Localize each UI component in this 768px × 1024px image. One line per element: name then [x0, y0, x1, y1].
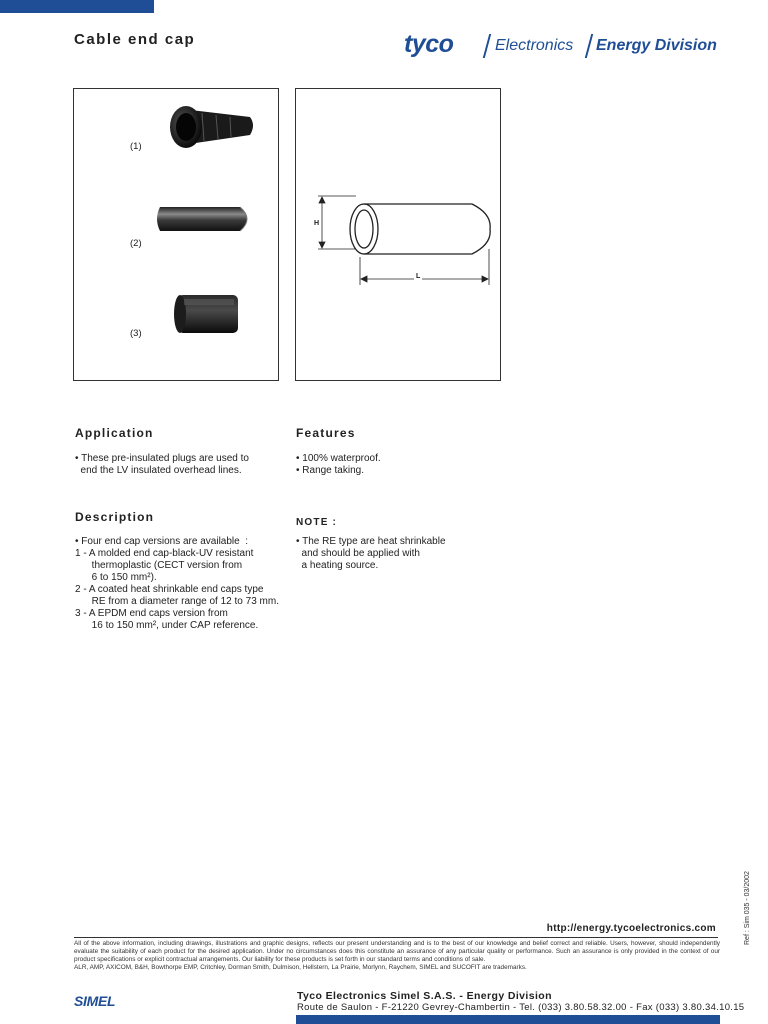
end-cap-1-image	[170, 106, 253, 148]
top-accent-bar	[0, 0, 154, 13]
application-heading: Application	[75, 426, 154, 440]
end-cap-3-image	[174, 295, 238, 333]
logo-separator	[483, 34, 491, 58]
features-text: • 100% waterproof. • Range taking.	[296, 453, 381, 476]
description-text: • Four end cap versions are available : 1 - A molded end cap-black-UV resistant thermoplastic (CECT version from 6 to 150 mm²). 2 - A coated heat shrinkable end caps type RE from a diameter range of 12 to 73 mm. 3 - A EPDM end caps version from 16 to 150 mm², under CAP reference.	[75, 536, 279, 631]
website-link[interactable]: http://energy.tycoelectronics.com	[546, 923, 716, 934]
description-heading: Description	[75, 510, 155, 524]
product-photos-panel	[73, 88, 279, 381]
disclaimer-text: All of the above information, including drawings, illustrations and graphic designs, reflects our present understanding and is to the best of our knowledge and belief correct and reliable. Users, however, should independently evaluate the suitability of each product for the desired application. Under no circumstances does this constitute an assurance of any particular quality or performance. Such an assurance is only provided in the context of our product specifications or explicit contractual arrangements. Our liability for these products is set forth in our standard terms and conditions of sale.	[74, 940, 720, 963]
logo-division: Energy Division	[596, 37, 717, 54]
company-address: Route de Saulon - F-21220 Gevrey-Chambertin - Tel. (033) 3.80.58.32.00 - Fax (033) 3.80.34.10.15	[297, 1002, 745, 1013]
trademark-text: ALR, AMP, AXICOM, B&H, Bowthorpe EMP, Critchley, Dorman Smith, Dulmison, Hellstern, La Prairie, Morlynn, Raychem, SIMEL and SUCOFIT are trademarks.	[74, 964, 527, 971]
application-text: • These pre-insulated plugs are used to end the LV insulated overhead lines.	[75, 453, 249, 476]
bottom-accent-bar	[296, 1015, 720, 1024]
product-photos-image	[74, 89, 278, 380]
figure-label-1: (1)	[130, 141, 142, 152]
dimension-label-h: H	[314, 220, 320, 227]
dimension-drawing-panel	[295, 88, 501, 381]
end-cap-2-image	[157, 207, 247, 231]
note-heading: NOTE :	[296, 517, 338, 528]
simel-logo: SIMEL	[74, 993, 116, 1009]
footer-divider	[74, 937, 718, 938]
document-reference: Ref : Sim 035 - 03/2002	[744, 871, 751, 945]
logo-electronics: Electronics	[495, 37, 574, 54]
company-name: Tyco Electronics Simel S.A.S. - Energy Division	[297, 990, 552, 1002]
dimension-label-l: L	[416, 273, 421, 280]
figure-label-2: (2)	[130, 238, 142, 249]
figure-label-3: (3)	[130, 328, 142, 339]
logo-brand: tyco	[404, 30, 454, 58]
note-text: • The RE type are heat shrinkable and should be applied with a heating source.	[296, 536, 446, 571]
legal-disclaimer	[74, 940, 720, 972]
features-heading: Features	[296, 426, 356, 440]
logo-separator	[585, 34, 593, 58]
dimension-drawing	[296, 89, 500, 380]
page-title: Cable end cap	[74, 31, 196, 48]
tyco-electronics-logo	[404, 32, 724, 62]
